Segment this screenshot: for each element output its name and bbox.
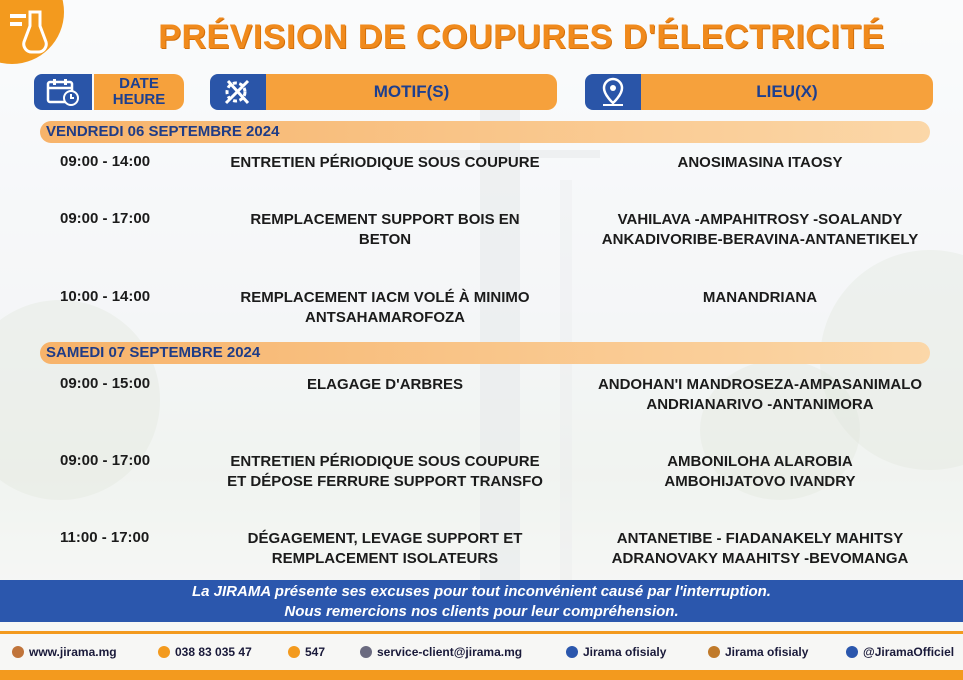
banner-line2: Nous remercions nos clients pour leur compréhension.: [284, 603, 679, 620]
header-lieu-label: LIEU(X): [641, 74, 933, 110]
day-header: VENDREDI 06 SEPTEMBRE 2024: [40, 121, 930, 143]
apology-banner: [0, 580, 963, 622]
footer-facebook[interactable]: Jirama ofisialy: [566, 645, 666, 659]
calendar-clock-icon: [34, 74, 92, 110]
facebook-icon: [566, 646, 578, 658]
header-date: [34, 74, 184, 110]
header-lieu: [585, 74, 933, 110]
footer-email[interactable]: service-client@jirama.mg: [360, 645, 522, 659]
row-lieu: MANANDRIANA: [702, 289, 818, 306]
location-pin-icon: [585, 74, 641, 110]
row-lieu: AMBONILOHA ALAROBIA AMBOHIJATOVO IVANDRY: [664, 453, 856, 490]
row-lieu: ANTANETIBE - FIADANAKELY MAHITSY ADRANOVAKY MAAHITSY -BEVOMANGA: [611, 530, 909, 567]
row-time: 10:00 - 14:00: [60, 288, 151, 305]
day-header: SAMEDI 07 SEPTEMBRE 2024: [40, 342, 930, 364]
twitter-icon: [846, 646, 858, 658]
row-motif: ELAGAGE D'ARBRES: [306, 376, 464, 393]
page-title: PRÉVISION DE COUPURES D'ÉLECTRICITÉ: [158, 18, 885, 56]
row-time: 09:00 - 17:00: [60, 210, 151, 227]
row-motif: DÉGAGEMENT, LEVAGE SUPPORT ET REMPLACEMENT ISOLATEURS: [247, 530, 523, 567]
header-date-line1: DATE: [119, 75, 159, 92]
row-motif: ENTRETIEN PÉRIODIQUE SOUS COUPURE: [230, 154, 540, 171]
footer-phone[interactable]: 038 83 035 47: [158, 645, 252, 659]
row-time: 09:00 - 14:00: [60, 153, 151, 170]
row-time: 09:00 - 15:00: [60, 375, 151, 392]
row-time: 09:00 - 17:00: [60, 452, 151, 469]
tap-water-icon: [8, 8, 48, 56]
header-motif-label: MOTIF(S): [266, 74, 557, 110]
header-date-line2: HEURE: [112, 91, 166, 108]
email-icon: [360, 646, 372, 658]
header-motif: [210, 74, 557, 110]
row-time: 11:00 - 17:00: [60, 529, 150, 546]
row-motif: ENTRETIEN PÉRIODIQUE SOUS COUPURE ET DÉPOSE FERRURE SUPPORT TRANSFO: [227, 453, 543, 490]
row-lieu: ANOSIMASINA ITAOSY: [677, 154, 843, 171]
row-lieu: ANDOHAN'I MANDROSEZA-AMPASANIMALO ANDRIANARIVO -ANTANIMORA: [597, 376, 923, 413]
contact-footer: [0, 622, 963, 680]
footer-twitter[interactable]: @JiramaOfficiel: [846, 645, 954, 659]
banner-line1: La JIRAMA présente ses excuses pour tout inconvénient causé par l'interruption.: [192, 583, 771, 600]
hand-phone-icon: [288, 646, 300, 658]
row-motif: REMPLACEMENT IACM VOLÉ À MINIMO ANTSAHAMAROFOZA: [240, 289, 530, 326]
phone-icon: [158, 646, 170, 658]
footer-short-number[interactable]: 547: [288, 645, 325, 659]
web-icon: [708, 646, 720, 658]
row-motif: REMPLACEMENT SUPPORT BOIS EN BETON: [250, 211, 520, 248]
globe-icon: [12, 646, 24, 658]
tools-icon: [210, 74, 266, 110]
row-lieu: VAHILAVA -AMPAHITROSY -SOALANDY ANKADIVORIBE-BERAVINA-ANTANETIKELY: [601, 211, 919, 248]
footer-website[interactable]: www.jirama.mg: [12, 645, 117, 659]
footer-web-page[interactable]: Jirama ofisialy: [708, 645, 808, 659]
